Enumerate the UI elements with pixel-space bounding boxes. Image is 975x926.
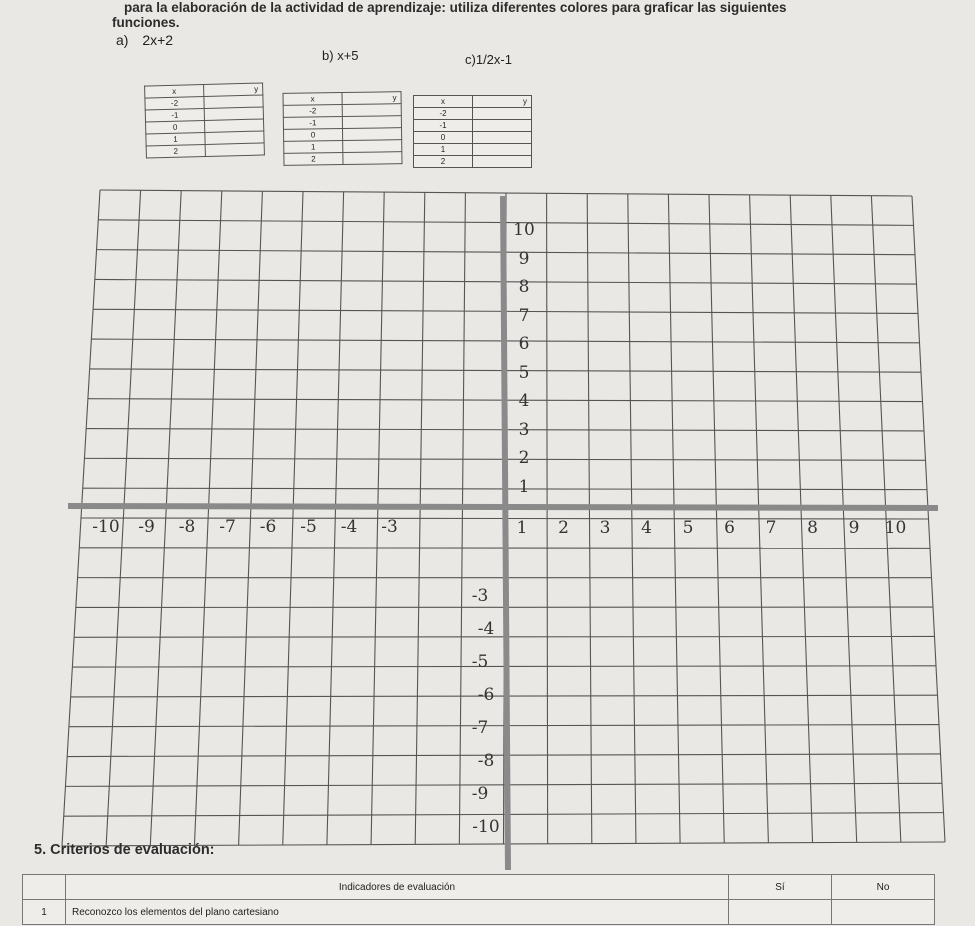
criteria-heading: 5. Criterios de evaluación:	[34, 842, 215, 858]
criteria-row-text: Reconozco los elementos del plano cartesiano	[66, 900, 729, 925]
y-label-negative: -6	[477, 685, 495, 705]
y-label-positive: 1	[518, 476, 530, 497]
y-label-negative: -7	[471, 718, 489, 738]
y-label-positive: 3	[518, 419, 530, 440]
x-label-positive: 6	[724, 518, 735, 538]
y-label-negative: -5	[471, 652, 489, 672]
table-header-y: y	[473, 96, 532, 108]
x-label-negative: -6	[259, 517, 277, 537]
x-label-negative: -7	[219, 517, 236, 537]
y-label-positive: 7	[518, 305, 530, 326]
table-header-y: y	[204, 83, 263, 97]
x-value: 0	[284, 129, 343, 142]
criteria-table	[22, 874, 935, 925]
y-label-negative: -10	[472, 817, 500, 837]
criteria-row-yes-cell[interactable]	[729, 900, 832, 925]
table-header-y: y	[342, 92, 401, 105]
x-label-positive: 10	[884, 518, 907, 538]
instructions-line2: funciones.	[112, 15, 180, 30]
x-label-positive: 2	[558, 518, 569, 538]
y-label-negative: -8	[477, 751, 495, 771]
y-label-positive: 4	[518, 391, 530, 411]
x-label-positive: 5	[682, 518, 694, 538]
y-label-positive: 2	[518, 448, 530, 468]
y-label-negative: -3	[471, 586, 489, 606]
y-label-negative: -9	[471, 784, 489, 804]
criteria-header-row	[23, 875, 935, 900]
criteria-row	[23, 900, 935, 925]
x-label-positive: 8	[807, 518, 818, 538]
x-label-positive: 9	[848, 518, 860, 538]
function-b-label: b)	[322, 48, 334, 63]
x-label-negative: -10	[92, 517, 120, 537]
x-value: 1	[284, 140, 343, 153]
x-label-positive: 4	[641, 518, 652, 538]
x-label-positive: 3	[599, 518, 611, 538]
function-b-expr: x+5	[337, 48, 359, 63]
function-a-expr: 2x+2	[142, 32, 174, 48]
function-c-label: c)	[465, 52, 476, 67]
criteria-col-yes: Sí	[729, 875, 832, 900]
x-label-negative: -3	[381, 517, 398, 537]
table-header-x: x	[283, 93, 342, 106]
x-value: 2	[414, 156, 473, 168]
instructions-text: para la elaboración de la actividad de aprendizaje: utiliza diferentes colores para graficar las siguientes	[124, 0, 787, 15]
x-value: 2	[146, 144, 205, 158]
x-label-negative: -4	[340, 517, 358, 537]
x-value: -2	[414, 108, 473, 120]
x-label-positive: 1	[516, 518, 528, 538]
x-value: 1	[146, 132, 205, 146]
table-header-x: x	[145, 85, 204, 99]
x-value: -1	[283, 117, 342, 130]
y-label-positive: 8	[518, 277, 530, 297]
criteria-col-indicators: Indicadores de evaluación	[66, 875, 729, 900]
x-value: 2	[284, 152, 343, 165]
function-a-label: a)	[116, 32, 129, 48]
grid-line-vertical	[547, 193, 548, 844]
y-label-positive: 6	[518, 334, 530, 354]
x-value: 1	[414, 144, 473, 156]
x-value: -2	[145, 97, 204, 111]
criteria-row-num: 1	[23, 900, 66, 925]
x-label-negative: -8	[178, 517, 196, 537]
function-c-expr: 1/2x-1	[475, 52, 512, 67]
y-label-positive: 9	[518, 248, 530, 269]
y-label-negative: -4	[477, 619, 495, 639]
y-label-positive: 5	[518, 362, 530, 383]
y-label-positive: 10	[513, 220, 535, 240]
criteria-col-no: No	[832, 875, 935, 900]
x-value: -1	[414, 120, 473, 132]
x-value: -2	[283, 105, 342, 118]
x-label-negative: -9	[138, 517, 155, 537]
x-value: 0	[414, 132, 473, 144]
x-value: -1	[145, 109, 204, 123]
x-label-negative: -5	[300, 517, 317, 537]
x-label-positive: 7	[765, 518, 777, 538]
table-header-x: x	[414, 96, 473, 108]
criteria-row-no-cell[interactable]	[832, 900, 935, 925]
x-value: 0	[146, 121, 205, 135]
